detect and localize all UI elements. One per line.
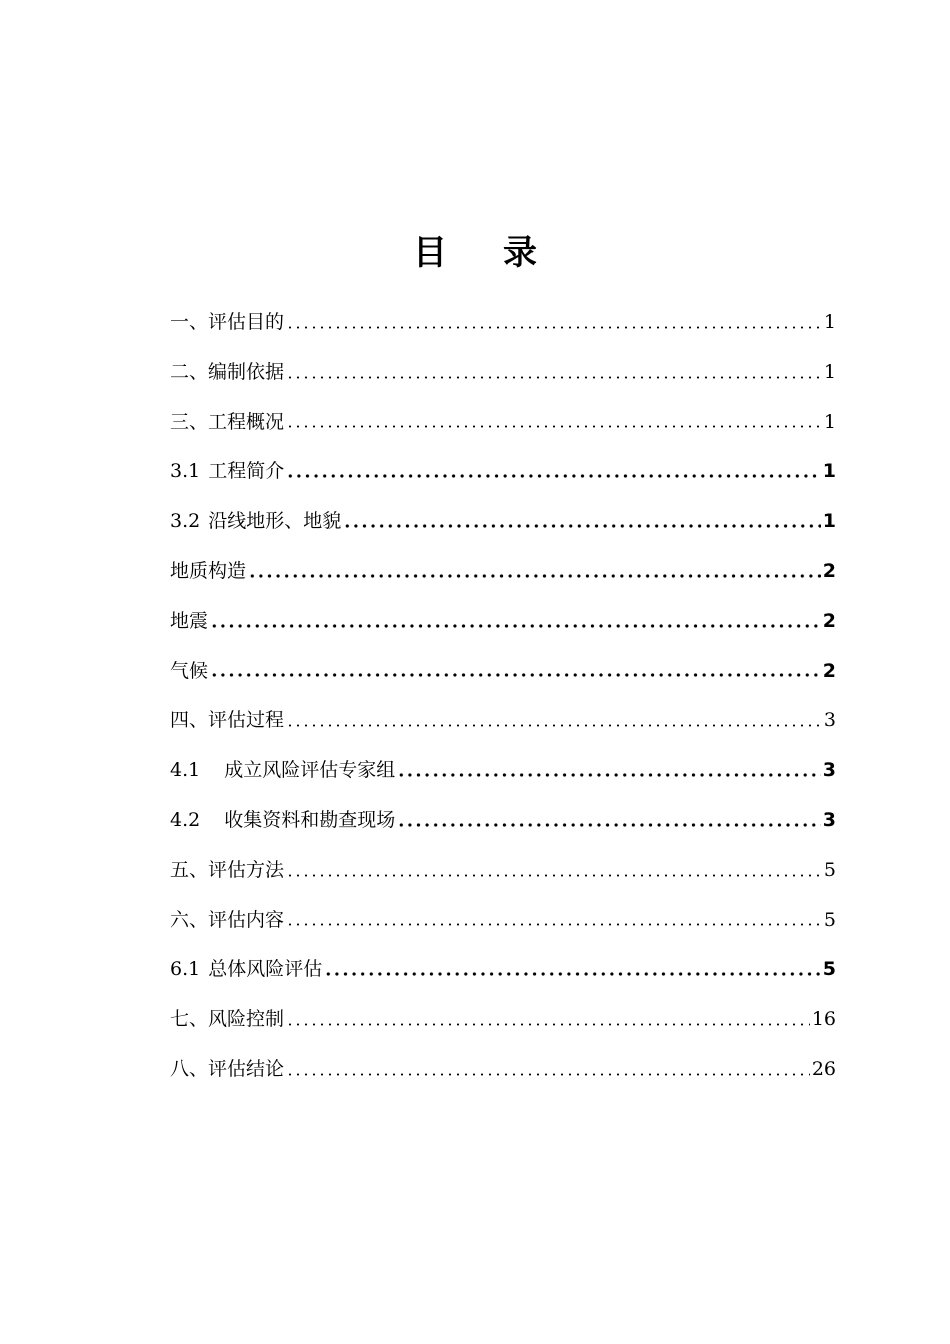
toc-dot-leader bbox=[286, 412, 822, 432]
toc-dot-leader bbox=[286, 910, 822, 930]
toc-entry[interactable] bbox=[170, 597, 836, 647]
toc-entry-page-number: 3 bbox=[823, 709, 836, 732]
toc-entry[interactable] bbox=[170, 796, 836, 846]
toc-entry[interactable] bbox=[170, 746, 836, 796]
toc-dot-leader bbox=[324, 960, 821, 980]
toc-entry-text: 七、风险控制 bbox=[170, 1008, 285, 1031]
toc-entry-label bbox=[170, 846, 284, 896]
toc-entry[interactable] bbox=[170, 547, 836, 597]
toc-entry-page-number: 5 bbox=[823, 908, 836, 931]
toc-entry-text: 六、评估内容 bbox=[170, 908, 285, 931]
toc-entry-page-number: 16 bbox=[811, 1008, 836, 1031]
toc-dot-leader bbox=[397, 761, 821, 781]
toc-entry-page-number: 2 bbox=[822, 609, 836, 632]
toc-dot-leader bbox=[286, 1060, 810, 1080]
toc-entry-label bbox=[170, 796, 395, 846]
toc-entry-text: 四、评估过程 bbox=[170, 709, 285, 732]
toc-entry[interactable] bbox=[170, 447, 836, 497]
toc-entry[interactable] bbox=[170, 1045, 836, 1095]
toc-entry-label bbox=[170, 497, 341, 547]
toc-entry-label bbox=[170, 298, 284, 348]
toc-entry-number: 3.1 bbox=[170, 460, 201, 483]
toc-entry-page-number: 26 bbox=[811, 1057, 836, 1080]
toc-entry-label bbox=[170, 547, 246, 597]
toc-entry[interactable] bbox=[170, 398, 836, 448]
toc-entry-label bbox=[170, 995, 284, 1045]
toc-title bbox=[0, 228, 950, 278]
toc-entry-text: 收集资料和勘查现场 bbox=[224, 808, 396, 831]
toc-entry-label bbox=[170, 746, 395, 796]
toc-dot-leader bbox=[397, 811, 821, 831]
toc-entry-number: 4.1 bbox=[170, 759, 201, 782]
toc-dot-leader bbox=[343, 512, 821, 532]
toc-title-char-1: 目 bbox=[413, 233, 447, 273]
toc-entry-text: 三、工程概况 bbox=[170, 410, 285, 433]
toc-entry-text: 一、评估目的 bbox=[170, 311, 285, 333]
toc-title-char-2: 录 bbox=[503, 233, 537, 273]
toc-entry-page-number: 5 bbox=[823, 858, 836, 881]
toc-dot-leader bbox=[286, 1010, 810, 1030]
toc-entry[interactable] bbox=[170, 896, 836, 946]
toc-dot-leader bbox=[210, 661, 821, 681]
toc-dot-leader bbox=[210, 612, 821, 632]
toc-entry-text: 二、编制依据 bbox=[170, 360, 285, 383]
toc-entry[interactable] bbox=[170, 945, 836, 995]
toc-entry-text: 工程简介 bbox=[208, 460, 285, 483]
toc-dot-leader bbox=[286, 313, 822, 333]
toc-entry-label bbox=[170, 696, 284, 746]
toc-entry-number: 3.2 bbox=[170, 510, 201, 533]
toc-entry-page-number: 3 bbox=[822, 808, 836, 831]
toc-list bbox=[170, 298, 836, 1095]
toc-entry[interactable] bbox=[170, 348, 836, 398]
toc-dot-leader bbox=[248, 562, 821, 582]
toc-entry-label bbox=[170, 447, 284, 497]
toc-entry-page-number: 2 bbox=[822, 659, 836, 682]
toc-entry[interactable] bbox=[170, 298, 836, 348]
toc-entry-label bbox=[170, 597, 208, 647]
toc-entry-text: 地震 bbox=[170, 609, 209, 632]
toc-entry-text: 八、评估结论 bbox=[170, 1057, 285, 1080]
toc-dot-leader bbox=[286, 363, 822, 383]
toc-entry[interactable] bbox=[170, 497, 836, 547]
toc-entry-label bbox=[170, 945, 322, 995]
toc-entry-text: 地质构造 bbox=[170, 559, 247, 582]
toc-entry-label bbox=[170, 348, 284, 398]
toc-entry-page-number: 2 bbox=[822, 559, 836, 582]
toc-entry-page-number: 1 bbox=[822, 460, 836, 483]
toc-dot-leader bbox=[286, 711, 822, 731]
toc-entry-label bbox=[170, 647, 208, 697]
toc-entry-text: 五、评估方法 bbox=[170, 858, 285, 881]
toc-entry-label bbox=[170, 896, 284, 946]
toc-entry-label bbox=[170, 398, 284, 448]
toc-dot-leader bbox=[286, 462, 821, 482]
toc-entry-text: 成立风险评估专家组 bbox=[224, 759, 396, 782]
toc-entry-number: 4.2 bbox=[170, 808, 201, 831]
toc-entry-page-number: 1 bbox=[823, 410, 836, 433]
toc-entry-page-number: 1 bbox=[823, 360, 836, 383]
toc-entry-page-number: 3 bbox=[822, 759, 836, 782]
toc-entry-page-number: 5 bbox=[822, 958, 836, 981]
toc-entry-page-number: 1 bbox=[822, 510, 836, 533]
toc-entry-label bbox=[170, 1045, 284, 1095]
toc-entry-text: 沿线地形、地貌 bbox=[208, 510, 342, 533]
toc-entry[interactable] bbox=[170, 647, 836, 697]
toc-dot-leader bbox=[286, 861, 822, 881]
toc-entry-number: 6.1 bbox=[170, 958, 201, 981]
toc-entry[interactable] bbox=[170, 696, 836, 746]
toc-entry-text: 总体风险评估 bbox=[208, 958, 323, 981]
toc-entry-page-number: 1 bbox=[823, 311, 836, 333]
toc-entry-text: 气候 bbox=[170, 659, 209, 682]
toc-entry[interactable] bbox=[170, 846, 836, 896]
toc-entry[interactable] bbox=[170, 995, 836, 1045]
